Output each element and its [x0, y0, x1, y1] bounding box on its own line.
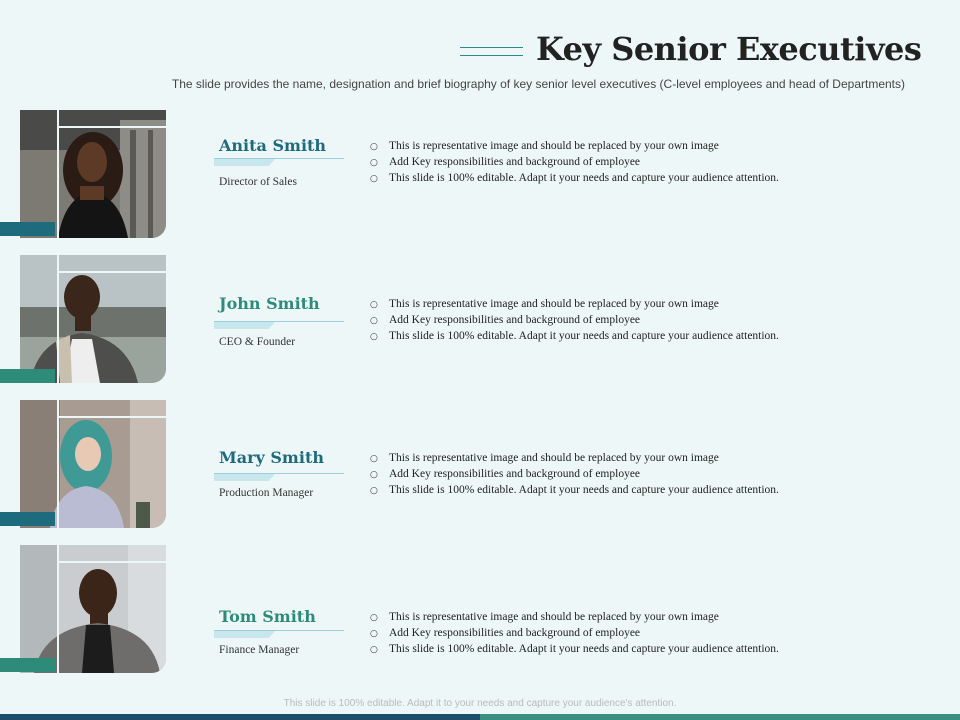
photo-accent-bar	[0, 369, 55, 383]
bio-bullet: ○ This is representative image and should be replaced by your own image	[370, 609, 779, 625]
executive-photo	[20, 545, 166, 673]
hollow-circle-bullet-icon: ○	[370, 316, 378, 326]
page-title: Key Senior Executives	[536, 30, 922, 68]
executive-name: Anita Smith	[219, 136, 327, 155]
bio-bullet-list	[370, 609, 779, 657]
hollow-circle-bullet-icon: ○	[370, 486, 378, 496]
bio-bullet: ○ This is representative image and should be replaced by your own image	[370, 296, 779, 312]
executive-photo	[20, 110, 166, 238]
footer-bar-right	[480, 714, 960, 720]
hollow-circle-bullet-icon: ○	[370, 142, 378, 152]
title-decoration-line-top	[460, 47, 523, 48]
executive-card-anita	[0, 110, 960, 240]
bio-bullet: ○ Add Key responsibilities and background of employee	[370, 625, 779, 641]
executive-photo	[20, 400, 166, 528]
executive-card-tom	[0, 545, 960, 675]
executive-name: Tom Smith	[219, 607, 316, 626]
name-underline-decoration	[214, 473, 344, 482]
name-underline-decoration	[214, 321, 344, 330]
hollow-circle-bullet-icon: ○	[370, 645, 378, 655]
bio-bullet: ○ This slide is 100% editable. Adapt it your needs and capture your audience attention.	[370, 482, 779, 498]
hollow-circle-bullet-icon: ○	[370, 174, 378, 184]
page-subtitle: The slide provides the name, designation and brief biography of key senior level executives (C-level employees and head of Departments)	[171, 77, 905, 91]
footer-bar-left	[0, 714, 480, 720]
name-underline-decoration	[214, 158, 344, 167]
bio-bullet: ○ This slide is 100% editable. Adapt it your needs and capture your audience attention.	[370, 641, 779, 657]
executive-name: Mary Smith	[219, 448, 324, 467]
bio-bullet: ○ This slide is 100% editable. Adapt it your needs and capture your audience attention.	[370, 170, 779, 186]
bio-bullet-list	[370, 296, 779, 344]
bio-bullet-list	[370, 138, 779, 186]
photo-accent-bar	[0, 658, 55, 672]
executive-role: Finance Manager	[219, 644, 300, 656]
bio-bullet: ○ Add Key responsibilities and background of employee	[370, 154, 779, 170]
executive-card-mary	[0, 400, 960, 530]
hollow-circle-bullet-icon: ○	[370, 332, 378, 342]
hollow-circle-bullet-icon: ○	[370, 158, 378, 168]
bio-bullet: ○ This slide is 100% editable. Adapt it your needs and capture your audience attention.	[370, 328, 779, 344]
footer-note: This slide is 100% editable. Adapt it to your needs and capture your audience's attention.	[283, 698, 677, 709]
title-decoration-line-bottom	[460, 55, 523, 56]
photo-accent-bar	[0, 222, 55, 236]
bio-bullet-list	[370, 450, 779, 498]
executive-role: Production Manager	[219, 487, 314, 499]
executive-name: John Smith	[219, 294, 320, 313]
executive-role: Director of Sales	[219, 176, 297, 188]
hollow-circle-bullet-icon: ○	[370, 613, 378, 623]
hollow-circle-bullet-icon: ○	[370, 470, 378, 480]
bio-bullet: ○ Add Key responsibilities and background of employee	[370, 312, 779, 328]
bio-bullet: ○ This is representative image and should be replaced by your own image	[370, 450, 779, 466]
hollow-circle-bullet-icon: ○	[370, 454, 378, 464]
executive-photo	[20, 255, 166, 383]
bio-bullet: ○ This is representative image and should be replaced by your own image	[370, 138, 779, 154]
hollow-circle-bullet-icon: ○	[370, 629, 378, 639]
hollow-circle-bullet-icon: ○	[370, 300, 378, 310]
executive-role: CEO & Founder	[219, 336, 296, 348]
name-underline-decoration	[214, 630, 344, 639]
photo-accent-bar	[0, 512, 55, 526]
bio-bullet: ○ Add Key responsibilities and background of employee	[370, 466, 779, 482]
executive-card-john	[0, 255, 960, 385]
